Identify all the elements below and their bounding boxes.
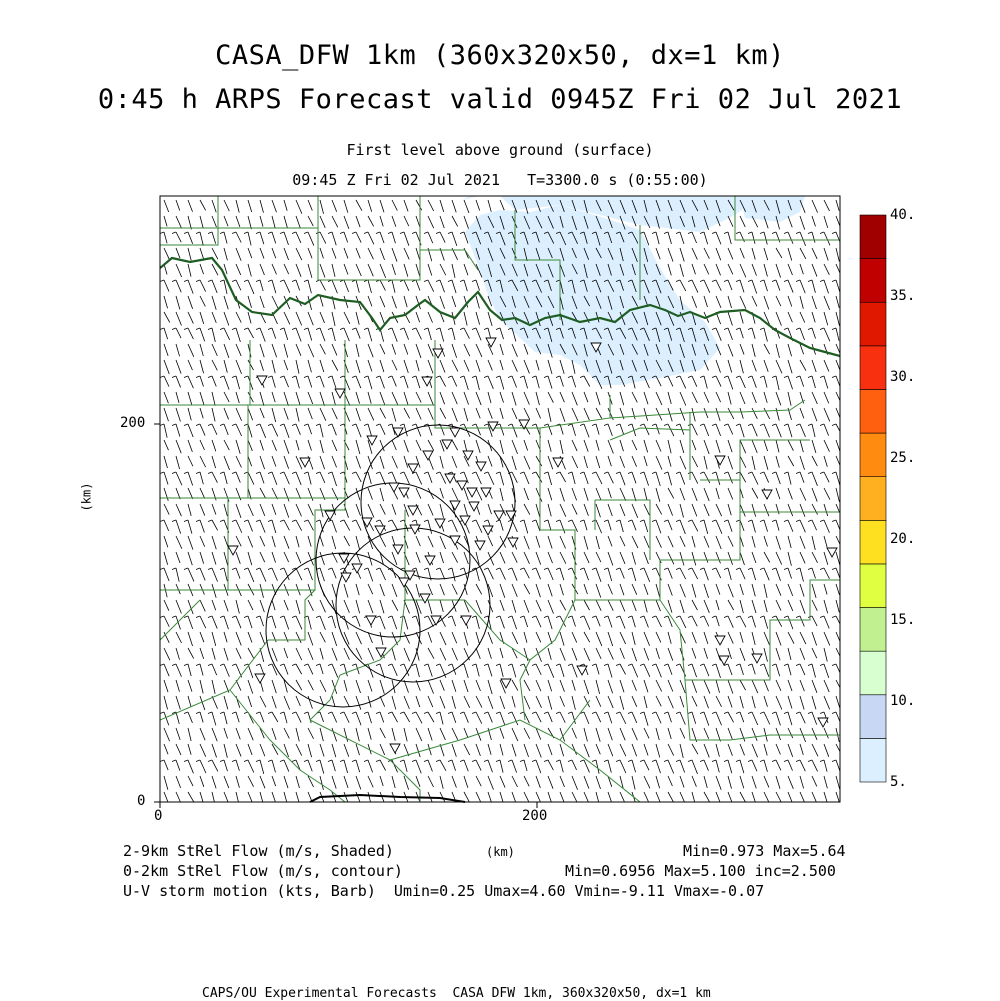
credit-line: CAPS/OU Experimental Forecasts CASA DFW 1km, 360x320x50, dx=1 km: [202, 986, 711, 1001]
colorbar-label-20: 20.: [890, 531, 916, 547]
colorbar-segment: [860, 477, 886, 521]
colorbar: [860, 215, 886, 782]
plot-title: CASA_DFW 1km (360x320x50, dx=1 km): [215, 40, 785, 71]
shaded-field-description: 2-9km StRel Flow (m/s, Shaded): [123, 842, 394, 860]
station-markers: [228, 338, 837, 753]
colorbar-segment: [860, 433, 886, 477]
y-tick-0: 0: [137, 793, 146, 809]
colorbar-label-10: 10.: [890, 693, 916, 709]
y-tick-200: 200: [120, 415, 146, 431]
level-label: First level above ground (surface): [346, 141, 654, 159]
x-axis-label: (km): [486, 845, 515, 859]
colorbar-segment: [860, 259, 886, 303]
shaded-flow-region: [462, 196, 805, 385]
colorbar-label-40: 40.: [890, 207, 916, 223]
colorbar-segment: [860, 520, 886, 564]
colorbar-label-35: 35.: [890, 288, 916, 304]
colorbar-label-25: 25.: [890, 450, 916, 466]
colorbar-segment: [860, 389, 886, 433]
colorbar-segment: [860, 651, 886, 695]
forecast-valid-title: 0:45 h ARPS Forecast valid 0945Z Fri 02 Jul 2021: [97, 84, 903, 115]
shaded-field-range: Min=0.973 Max=5.64: [683, 842, 846, 860]
colorbar-label-5: 5.: [890, 774, 907, 790]
contour-field-range: Min=0.6956 Max=5.100 inc=2.500: [565, 862, 836, 880]
colorbar-segment: [860, 564, 886, 608]
x-tick-0: 0: [154, 808, 163, 824]
colorbar-segment: [860, 346, 886, 390]
colorbar-label-30: 30.: [890, 369, 916, 385]
colorbar-segment: [860, 695, 886, 739]
time-label: 09:45 Z Fri 02 Jul 2021 T=3300.0 s (0:55:00): [292, 171, 708, 189]
contour-field-description: 0-2km StRel Flow (m/s, contour): [123, 862, 403, 880]
colorbar-segment: [860, 738, 886, 782]
colorbar-label-15: 15.: [890, 612, 916, 628]
y-axis-label: (km): [79, 482, 94, 512]
x-tick-200: 200: [522, 808, 548, 824]
colorbar-segment: [860, 608, 886, 652]
barb-field-description: U-V storm motion (kts, Barb) Umin=0.25 Umax=4.60 Vmin=-9.11 Vmax=-0.07: [123, 882, 765, 900]
colorbar-segment: [860, 302, 886, 346]
colorbar-segment: [860, 215, 886, 259]
